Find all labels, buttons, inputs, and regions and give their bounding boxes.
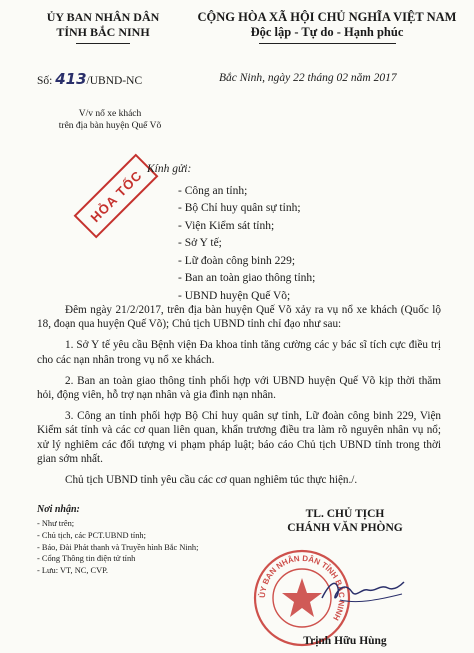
- body-paragraph: 3. Công an tỉnh phối hợp Bộ Chỉ huy quân sự tỉnh, Lữ đoàn công binh 229, Viện Kiểm sát tỉnh và các cơ quan liên quan, khẩn trương điều tra làm rõ nguyên nhân vụ nổ; xử lý nghiêm các đối tượng vi phạm pháp luật; báo cáo Chủ tịch UBND tỉnh trong thời gian sớm nhất.: [37, 410, 441, 465]
- footer-recipient-item: - Báo, Đài Phát thanh và Truyền hình Bắc Ninh;: [37, 542, 199, 552]
- agency-line-2: TỈNH BẮC NINH: [56, 25, 150, 39]
- document-number: [37, 70, 142, 88]
- recipient-item: - Công an tỉnh;: [178, 184, 248, 197]
- doc-number-value: 413: [55, 70, 87, 88]
- recipient-item: - Lữ đoàn công binh 229;: [178, 254, 296, 267]
- recipient-item: - Bộ Chỉ huy quân sự tỉnh;: [178, 202, 301, 214]
- signature-title: [250, 507, 440, 535]
- seal-text: ỦY BAN NHÂN DÂN TỈNH BẮC NINH: [257, 553, 347, 623]
- doc-number-prefix: Số:: [37, 75, 53, 87]
- signature-line-1: TL. CHỦ TỊCH: [305, 508, 385, 520]
- doc-number-suffix: /UBND-NC: [86, 75, 143, 87]
- footer-recipient-item: - Chủ tịch, các PCT.UBND tỉnh;: [37, 530, 146, 540]
- recipient-item: - Sở Y tế;: [178, 237, 222, 249]
- national-motto: Độc lập - Tự do - Hạnh phúc: [250, 25, 404, 39]
- signature-line-2: CHÁNH VĂN PHÒNG: [287, 522, 403, 534]
- recipient-item: - Viện Kiểm sát tỉnh;: [178, 219, 275, 232]
- national-header: [196, 10, 458, 40]
- recipient-list: [178, 165, 315, 305]
- greeting: Kính gửi:: [147, 163, 192, 175]
- agency-line-1: ỦY BAN NHÂN DÂN: [46, 10, 160, 24]
- urgent-stamp: HỎA TỐC: [74, 154, 159, 239]
- date-line: Bắc Ninh, ngày 22 tháng 02 năm 2017: [219, 72, 397, 84]
- recipients-footer-title: Nơi nhận:: [37, 504, 80, 515]
- handwritten-signature-icon: [318, 574, 408, 610]
- subject: [40, 108, 180, 132]
- recipients-footer-list: [37, 518, 198, 577]
- subject-line-1: V/v nổ xe khách: [78, 109, 142, 119]
- signer-name: Trịnh Hữu Hùng: [303, 635, 387, 647]
- agency-underline: [76, 43, 130, 44]
- body-paragraph: 1. Sở Y tế yêu cầu Bệnh viện Đa khoa tỉnh tăng cường các y bác sĩ tích cực điều trị cho các nạn nhân trong vụ nổ xe khách.: [37, 339, 441, 366]
- body-paragraph: 2. Ban an toàn giao thông tỉnh phối hợp với UBND huyện Quế Võ kịp thời thăm hỏi, động viên, hỗ trợ nạn nhân và gia đình nạn nhân.: [37, 374, 441, 402]
- footer-recipient-item: - Như trên;: [37, 519, 75, 528]
- recipient-item: - UBND huyện Quế Võ;: [178, 289, 291, 302]
- body-paragraph: Đêm ngày 21/2/2017, trên địa bàn huyện Quế Võ xảy ra vụ nổ xe khách (Quốc lộ 18, đoạn qua huyện Quế Võ); Chủ tịch UBND tỉnh chỉ đạo như sau:: [37, 304, 441, 331]
- country-name: CỘNG HÒA XÃ HỘI CHỦ NGHĨA VIỆT NAM: [197, 10, 457, 24]
- footer-recipient-item: - Lưu: VT, NC, CVP.: [37, 566, 109, 576]
- recipient-item: - Ban an toàn giao thông tỉnh;: [178, 272, 316, 284]
- issuing-agency: [28, 10, 178, 40]
- body-paragraph: Chủ tịch UBND tỉnh yêu cầu các cơ quan nghiêm túc thực hiện./.: [65, 474, 358, 487]
- document-body: [37, 303, 441, 494]
- motto-underline: [259, 43, 396, 44]
- footer-recipient-item: - Cổng Thông tin điện tử tỉnh: [37, 554, 136, 564]
- subject-line-2: trên địa bàn huyện Quế Võ: [58, 121, 162, 131]
